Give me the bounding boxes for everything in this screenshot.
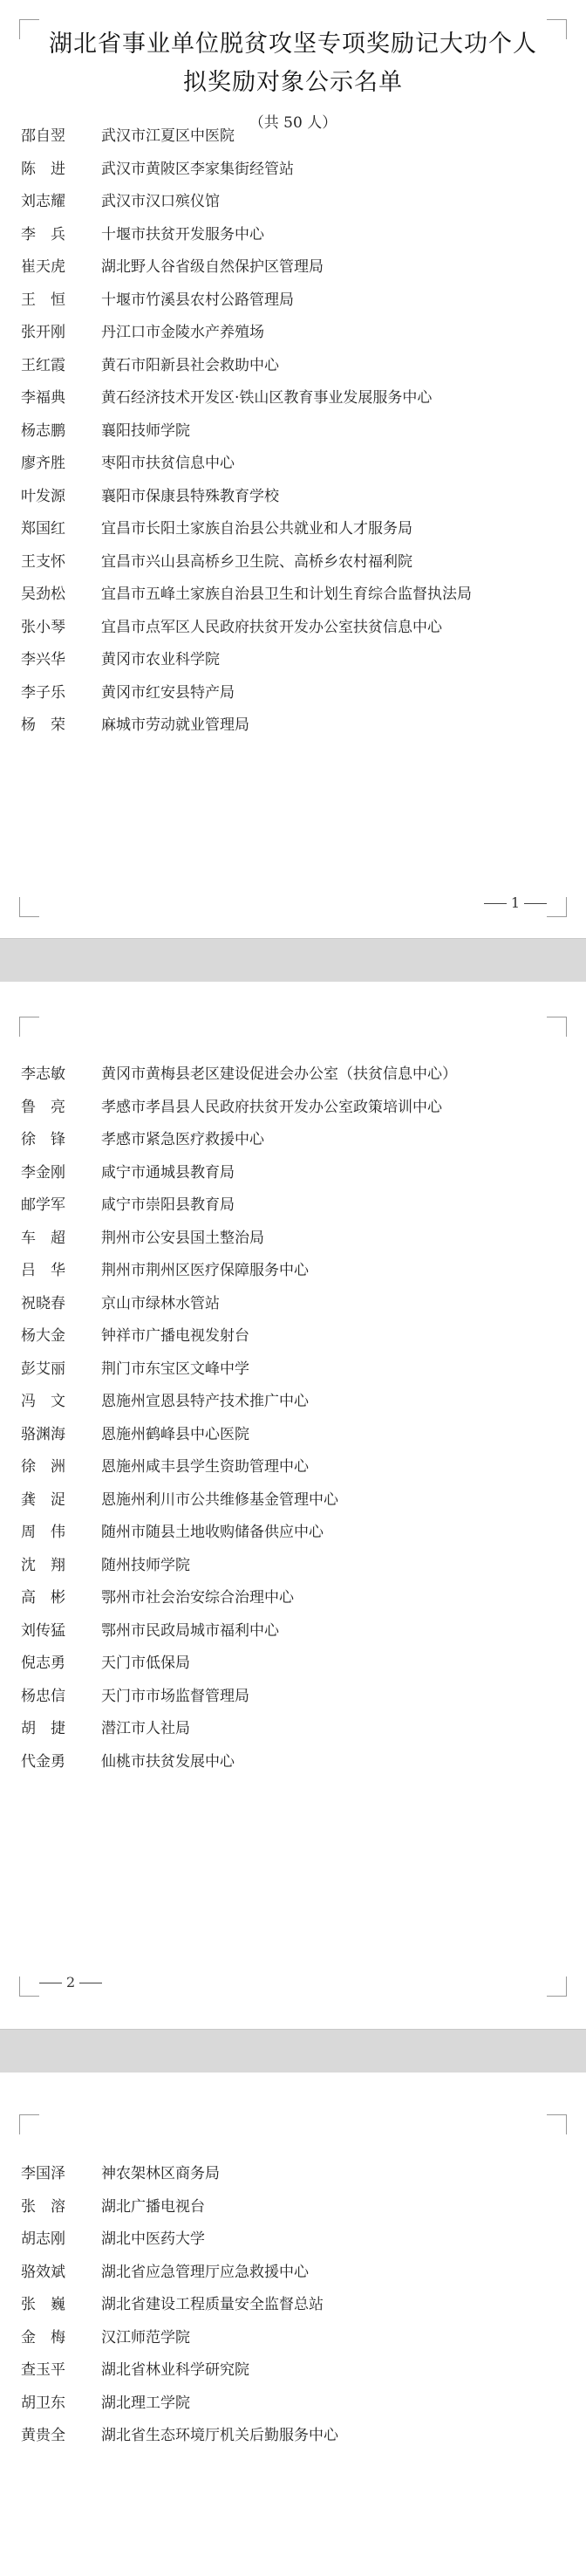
person-name: 倪志勇 <box>21 1655 65 1672</box>
list-item <box>21 2223 338 2257</box>
person-name: 邮学军 <box>21 1196 65 1214</box>
person-name: 李金刚 <box>21 1163 65 1182</box>
person-name: 崔天虎 <box>21 258 65 276</box>
list-item <box>21 2257 338 2290</box>
person-name: 查玉平 <box>21 2361 65 2379</box>
count-note: （共 50 人） <box>249 114 337 132</box>
person-name: 杨忠信 <box>21 1687 65 1705</box>
work-unit: 黄冈市黄梅县老区建设促进会办公室（扶贫信息中心） <box>101 1065 457 1083</box>
person-name: 黄贵全 <box>21 2427 65 2444</box>
page-number-value: 1 <box>510 894 520 911</box>
work-unit: 宜昌市五峰土家族自治县卫生和计划生育综合监督执法局 <box>101 586 472 603</box>
person-name: 车 超 <box>21 1229 65 1247</box>
list-item <box>21 350 472 383</box>
person-name: 骆渊海 <box>21 1425 65 1443</box>
list-item <box>21 2289 338 2322</box>
list-item <box>21 120 472 154</box>
work-unit: 鄂州市民政局城市福利中心 <box>101 1621 279 1640</box>
person-name: 李子乐 <box>21 683 65 702</box>
page-corner-mark <box>19 1977 39 1997</box>
person-name: 冯 文 <box>21 1393 65 1410</box>
list-item <box>21 2388 338 2421</box>
list-item <box>21 186 472 219</box>
work-unit: 襄阳技师学院 <box>101 421 190 440</box>
work-unit: 湖北省生态环境厅机关后勤服务中心 <box>101 2427 338 2444</box>
work-unit: 湖北省林业科学研究院 <box>101 2361 249 2379</box>
list-item <box>21 2420 338 2453</box>
person-name: 吴劲松 <box>21 586 65 603</box>
list-item <box>21 709 472 743</box>
work-unit: 湖北省应急管理厅应急救援中心 <box>101 2263 309 2281</box>
person-name: 陈 进 <box>21 160 65 178</box>
list-item <box>21 1157 457 1190</box>
page-corner-mark <box>547 1017 567 1037</box>
person-name: 徐 锋 <box>21 1131 65 1148</box>
person-name: 杨志鹏 <box>21 421 65 440</box>
document-page-2 <box>0 982 586 2029</box>
work-unit: 宜昌市点军区人民政府扶贫开发办公室扶贫信息中心 <box>101 618 442 636</box>
list-item <box>21 1451 457 1484</box>
list-item <box>21 1517 457 1550</box>
list-item <box>21 2158 338 2191</box>
list-item <box>21 1550 457 1583</box>
work-unit: 麻城市劳动就业管理局 <box>101 716 249 734</box>
document-title-line-1: 湖北省事业单位脱贫攻坚专项奖励记大功个人 <box>49 31 537 58</box>
work-unit: 恩施州鹤峰县中心医院 <box>101 1425 249 1443</box>
person-name: 龚 浞 <box>21 1490 65 1509</box>
list-item <box>21 1058 457 1092</box>
work-unit: 天门市市场监督管理局 <box>101 1687 249 1705</box>
name-list <box>21 1058 457 1778</box>
list-item <box>21 1484 457 1518</box>
page-number <box>480 894 551 911</box>
person-name: 王支怀 <box>21 552 65 571</box>
page-corner-mark <box>547 897 567 917</box>
list-item <box>21 579 472 612</box>
person-name: 鲁 亮 <box>21 1098 65 1116</box>
person-name: 郑国红 <box>21 520 65 538</box>
person-name: 王红霞 <box>21 356 65 374</box>
person-name: 李 兵 <box>21 225 65 243</box>
person-name: 胡卫东 <box>21 2394 65 2412</box>
work-unit: 随州市随县土地收购储备供应中心 <box>101 1524 324 1541</box>
work-unit: 武汉市江夏区中医院 <box>101 127 235 145</box>
page-separator <box>0 2029 586 2074</box>
person-name: 刘志耀 <box>21 193 65 210</box>
name-list <box>21 120 472 743</box>
page-number <box>35 1974 106 1990</box>
person-name: 杨大金 <box>21 1327 65 1345</box>
work-unit: 孝感市孝昌县人民政府扶贫开发办公室政策培训中心 <box>101 1098 442 1116</box>
work-unit: 湖北省建设工程质量安全监督总站 <box>101 2296 324 2313</box>
person-name: 张开刚 <box>21 324 65 341</box>
list-item <box>21 1223 457 1256</box>
work-unit: 天门市低保局 <box>101 1655 190 1672</box>
work-unit: 黄石经济技术开发区·铁山区教育事业发展服务中心 <box>101 389 433 407</box>
list-item <box>21 1681 457 1714</box>
person-name: 骆效斌 <box>21 2263 65 2281</box>
work-unit: 十堰市扶贫开发服务中心 <box>101 225 264 243</box>
list-item <box>21 219 472 252</box>
list-item <box>21 1353 457 1387</box>
person-name: 吕 华 <box>21 1262 65 1279</box>
work-unit: 十堰市竹溪县农村公路管理局 <box>101 291 294 309</box>
page-corner-mark <box>19 2114 39 2134</box>
list-item <box>21 1746 457 1779</box>
list-item <box>21 1582 457 1615</box>
page-corner-mark <box>19 1017 39 1037</box>
work-unit: 襄阳市保康县特殊教育学校 <box>101 487 279 505</box>
page-corner-mark <box>547 1977 567 1997</box>
work-unit: 湖北广播电视台 <box>101 2197 205 2216</box>
work-unit: 武汉市汉口殡仪馆 <box>101 193 220 210</box>
person-name: 周 伟 <box>21 1524 65 1541</box>
work-unit: 咸宁市崇阳县教育局 <box>101 1196 235 1214</box>
list-item <box>21 1386 457 1419</box>
work-unit: 湖北理工学院 <box>101 2394 190 2412</box>
person-name: 张小琴 <box>21 618 65 636</box>
work-unit: 汉江师范学院 <box>101 2328 190 2346</box>
work-unit: 仙桃市扶贫发展中心 <box>101 1752 235 1771</box>
work-unit: 恩施州咸丰县学生资助管理中心 <box>101 1458 309 1476</box>
list-item <box>21 546 472 579</box>
list-item <box>21 448 472 481</box>
work-unit: 神农架林区商务局 <box>101 2165 220 2182</box>
person-name: 沈 翔 <box>21 1556 65 1574</box>
list-item <box>21 1648 457 1681</box>
work-unit: 宜昌市兴山县高桥乡卫生院、高桥乡农村福利院 <box>101 552 412 571</box>
work-unit: 潜江市人社局 <box>101 1720 190 1737</box>
person-name: 杨 荣 <box>21 716 65 734</box>
work-unit: 黄冈市农业科学院 <box>101 651 220 668</box>
work-unit: 荆州市公安县国土整治局 <box>101 1229 264 1247</box>
list-item <box>21 612 472 645</box>
list-item <box>21 513 472 546</box>
person-name: 刘传猛 <box>21 1621 65 1640</box>
person-name: 李福典 <box>21 389 65 407</box>
page-separator <box>0 938 586 983</box>
person-name: 徐 洲 <box>21 1458 65 1476</box>
work-unit: 荆州市荆州区医疗保障服务中心 <box>101 1262 309 1279</box>
list-item <box>21 1713 457 1746</box>
person-name: 王 恒 <box>21 291 65 309</box>
list-item <box>21 1288 457 1321</box>
person-name: 张 溶 <box>21 2197 65 2216</box>
work-unit: 丹江口市金陵水产养殖场 <box>101 324 264 341</box>
page-number-dash <box>484 903 507 904</box>
page-corner-mark <box>19 897 39 917</box>
list-item <box>21 415 472 449</box>
work-unit: 武汉市黄陂区李家集街经管站 <box>101 160 294 178</box>
person-name: 彭艾丽 <box>21 1360 65 1378</box>
work-unit: 荆门市东宝区文峰中学 <box>101 1360 249 1378</box>
person-name: 李志敏 <box>21 1065 65 1083</box>
list-item <box>21 1092 457 1125</box>
page-number-dash <box>524 903 547 904</box>
list-item <box>21 1419 457 1452</box>
person-name: 李兴华 <box>21 651 65 668</box>
work-unit: 黄冈市红安县特产局 <box>101 683 235 702</box>
list-item <box>21 2354 338 2388</box>
person-name: 胡 捷 <box>21 1720 65 1737</box>
work-unit: 随州技师学院 <box>101 1556 190 1574</box>
work-unit: 鄂州市社会治安综合治理中心 <box>101 1589 294 1607</box>
document-page-3 <box>0 2072 586 2576</box>
person-name: 张 巍 <box>21 2296 65 2313</box>
document-title-line-2: 拟奖励对象公示名单 <box>183 69 403 96</box>
work-unit: 黄石市阳新县社会救助中心 <box>101 356 279 374</box>
work-unit: 咸宁市通城县教育局 <box>101 1163 235 1182</box>
document-page-1 <box>0 0 586 938</box>
work-unit: 湖北中医药大学 <box>101 2230 205 2248</box>
list-item <box>21 677 472 710</box>
work-unit: 恩施州利川市公共维修基金管理中心 <box>101 1490 338 1509</box>
work-unit: 孝感市紧急医疗救援中心 <box>101 1131 264 1148</box>
list-item <box>21 1255 457 1288</box>
person-name: 邵自翌 <box>21 127 65 145</box>
list-item <box>21 644 472 677</box>
name-list <box>21 2158 338 2453</box>
list-item <box>21 251 472 284</box>
list-item <box>21 2322 338 2355</box>
person-name: 廖齐胜 <box>21 455 65 472</box>
work-unit: 枣阳市扶贫信息中心 <box>101 455 235 472</box>
person-name: 祝晓春 <box>21 1294 65 1312</box>
person-name: 金 梅 <box>21 2328 65 2346</box>
list-item <box>21 2191 338 2224</box>
page-corner-mark <box>547 2114 567 2134</box>
list-item <box>21 1615 457 1648</box>
work-unit: 恩施州宣恩县特产技术推广中心 <box>101 1393 309 1410</box>
list-item <box>21 1320 457 1353</box>
work-unit: 京山市绿林水管站 <box>101 1294 220 1312</box>
list-item <box>21 1189 457 1223</box>
list-item <box>21 1124 457 1157</box>
person-name: 高 彬 <box>21 1589 65 1607</box>
person-name: 叶发源 <box>21 487 65 505</box>
person-name: 李国泽 <box>21 2165 65 2182</box>
work-unit: 钟祥市广播电视发射台 <box>101 1327 249 1345</box>
list-item <box>21 317 472 350</box>
list-item <box>21 481 472 514</box>
work-unit: 宜昌市长阳土家族自治县公共就业和人才服务局 <box>101 520 412 538</box>
list-item <box>21 382 472 415</box>
list-item <box>21 284 472 318</box>
person-name: 代金勇 <box>21 1752 65 1771</box>
page-number-value: 2 <box>66 1974 76 1990</box>
person-name: 胡志刚 <box>21 2230 65 2248</box>
work-unit: 湖北野人谷省级自然保护区管理局 <box>101 258 324 276</box>
list-item <box>21 154 472 187</box>
